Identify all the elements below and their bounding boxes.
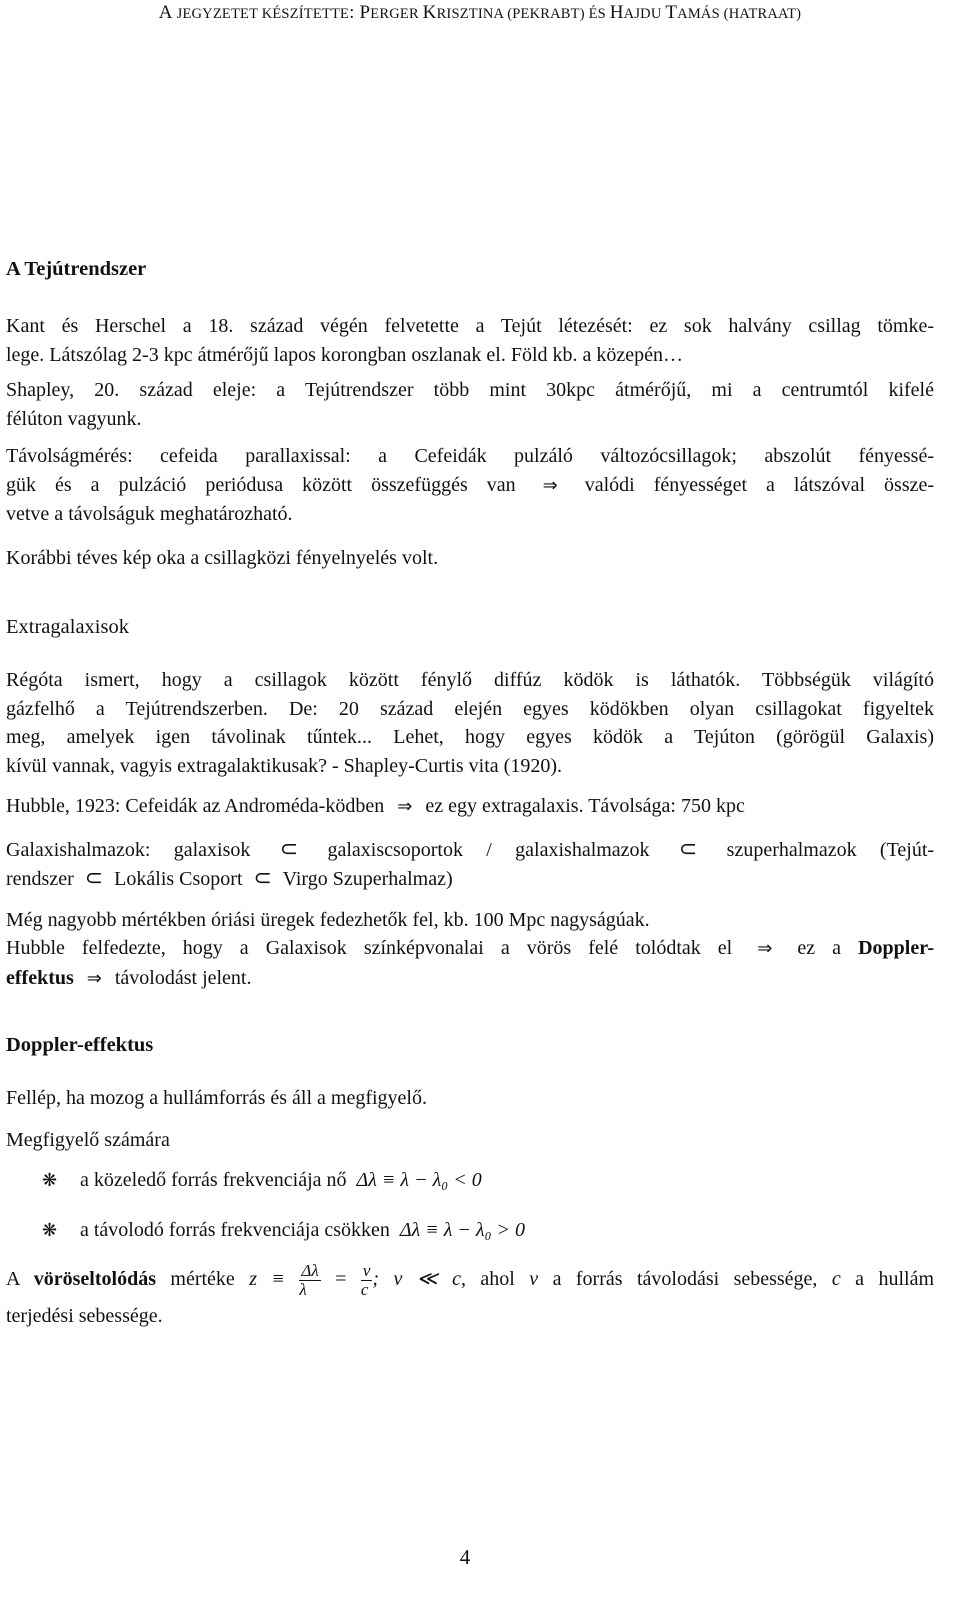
text-fragment: ez egy extragalaxis. Távolsága: 750 kpc — [425, 795, 745, 817]
text-line: Távolságmérés: cefeida parallaxissal: a Cefeidák pulzáló változócsillagok; abszolút fényessé- — [6, 445, 934, 467]
text-fragment: a hullám — [855, 1268, 935, 1291]
text-line: Shapley, 20. század eleje: a Tejútrendszer több mint 30kpc átmérőjű, mi a centrumtól kifelé — [6, 379, 934, 401]
paragraph-korabbi: Korábbi téves kép oka a csillagközi fényelnyelés volt. — [6, 547, 439, 569]
formula: Δλ ≡ λ − λ₀ > 0 — [399, 1219, 526, 1241]
text-fragment: a távolodó forrás frekvenciája csökken — [80, 1219, 390, 1241]
fraction-numerator: Δλ — [301, 1261, 319, 1280]
fraction-numerator: v — [362, 1261, 371, 1280]
header-part: A — [158, 2, 177, 23]
text-fragment: rendszer — [6, 867, 74, 890]
paragraph-tavolsagmeres — [6, 442, 934, 529]
text-line: Régóta ismert, hogy a csillagok között fénylő diffúz ködök is láthatók. Többségük világító — [6, 669, 934, 691]
text-fragment: A — [6, 1268, 20, 1291]
text-line — [6, 865, 453, 891]
text-line — [6, 836, 934, 865]
formula: = — [335, 1268, 347, 1291]
header-part: T — [665, 2, 678, 23]
fraction-denominator: c — [360, 1280, 369, 1299]
paragraph-kant — [6, 312, 934, 369]
fraction-delta-lambda — [299, 1262, 320, 1299]
formula: ; v ≪ c — [372, 1268, 461, 1291]
header-part: JEGYZETET KÉSZÍTETTE — [176, 6, 350, 22]
text-line: lege. Látszólag 2-3 kpc átmérőjű lapos korongban oszlanak el. Föld kb. a közepén… — [6, 343, 684, 366]
text-line: félúton vagyunk. — [6, 407, 142, 430]
text-line: Kant és Herschel a 18. század végén felvetette a Tejút létezését: ez sok halvány csillag tömke- — [6, 315, 934, 337]
fraction-v-c — [361, 1262, 373, 1299]
text-fragment: valódi fényességet a látszóval össze- — [584, 473, 935, 496]
paragraph-galaxishalmazok — [6, 836, 934, 893]
text-line: vetve a távolságuk meghatározható. — [6, 503, 293, 525]
header-part: AMÁS (HATRAAT) — [677, 6, 802, 22]
text-line: gázfelhő a Tejútrendszerben. De: 20 század elején egyes ködökben olyan csillagokat figyeltek — [6, 697, 934, 720]
section-title-extragalaxisok: Extragalaxisok — [6, 616, 129, 638]
formula: Δλ ≡ λ − λ₀ < 0 — [356, 1169, 482, 1191]
paragraph-megfigyelo: Megfigyelő számára — [6, 1129, 170, 1151]
text-fragment: a forrás távolodási sebessége, — [552, 1268, 818, 1291]
text-line: kívül vannak, vagyis extragalaktikusak? - Shapley-Curtis vita (1920). — [6, 754, 562, 777]
formula: v — [529, 1268, 539, 1291]
page-number: 4 — [459, 1545, 471, 1569]
paragraph-shapley — [6, 376, 934, 433]
paragraph-voroseltolodas — [6, 1262, 934, 1333]
fraction-denominator: λ — [299, 1280, 307, 1299]
text-line — [6, 934, 934, 964]
implies-symbol: ⇒ — [757, 938, 773, 959]
text-fragment: gük és a pulzáció periódusa között összefüggés van — [6, 473, 516, 496]
header-part: AJDU — [623, 6, 666, 22]
paragraph-fellep: Fellép, ha mozog a hullámforrás és áll a megfigyelő. — [6, 1087, 427, 1109]
asterisk-bullet-icon: ❋ — [42, 1170, 58, 1190]
section-title-tejutrendszer: A Tejútrendszer — [6, 258, 147, 280]
text-line — [6, 471, 934, 501]
text-fragment-bold: effektus — [6, 966, 74, 989]
implies-symbol: ⇒ — [542, 474, 558, 496]
text-fragment: Hubble, 1923: Cefeidák az Androméda-ködben — [6, 795, 385, 817]
bullet-text — [80, 1216, 525, 1245]
implies-symbol: ⇒ — [397, 796, 413, 817]
text-fragment-bold: vöröseltolódás — [33, 1268, 156, 1291]
text-fragment: a közeledő forrás frekvenciája nő — [80, 1169, 347, 1191]
paragraph-hubble-doppler — [6, 934, 934, 993]
header-part: ERGER — [370, 6, 423, 22]
paragraph-regota — [6, 666, 934, 780]
implies-symbol: ⇒ — [86, 967, 102, 989]
header-part: K — [422, 2, 437, 23]
formula: c — [831, 1268, 841, 1291]
text-line — [6, 1262, 934, 1299]
text-fragment: Lokális Csoport — [114, 867, 243, 890]
formula: z ≡ — [249, 1268, 285, 1291]
text-fragment: Virgo Szuperhalmaz) — [282, 867, 453, 890]
subset-symbol: ⊂ — [84, 865, 104, 891]
text-fragment: Hubble felfedezte, hogy a Galaxisok színképvonalai a vörös felé tolódtak el — [6, 937, 733, 959]
subset-symbol: ⊂ — [253, 865, 272, 891]
text-fragment: Galaxishalmazok: galaxisok — [6, 839, 251, 861]
header-part: : P — [349, 2, 371, 23]
page-header — [0, 2, 960, 24]
header-part: H — [609, 2, 624, 23]
asterisk-bullet-icon: ❋ — [42, 1220, 58, 1240]
subset-symbol: ⊂ — [678, 837, 698, 862]
text-fragment: , ahol — [461, 1268, 515, 1291]
text-line: terjedési sebessége. — [6, 1305, 163, 1327]
text-fragment: ez a — [797, 937, 842, 959]
text-fragment: távolodást jelent. — [114, 966, 252, 989]
header-part: RISZTINA (PEKRABT) ÉS — [436, 6, 610, 22]
bullet-text — [80, 1166, 482, 1195]
text-fragment-bold: Doppler- — [858, 937, 934, 959]
paragraph-uregek: Még nagyobb mértékben óriási üregek fedezhetők fel, kb. 100 Mpc nagyságúak. — [6, 909, 650, 931]
text-line — [6, 967, 252, 989]
subset-symbol: ⊂ — [279, 837, 299, 862]
text-fragment: mértéke — [170, 1268, 235, 1291]
text-line: meg, amelyek igen távolinak tűntek... Lehet, hogy egyes ködök a Tejúton (görögül Galaxis) — [6, 726, 934, 748]
text-fragment: galaxiscsoportok / galaxishalmazok — [327, 839, 650, 861]
section-title-doppler: Doppler-effektus — [6, 1034, 154, 1056]
paragraph-hubble-1923 — [6, 792, 934, 822]
text-fragment: szuperhalmazok (Tejút- — [726, 839, 935, 861]
